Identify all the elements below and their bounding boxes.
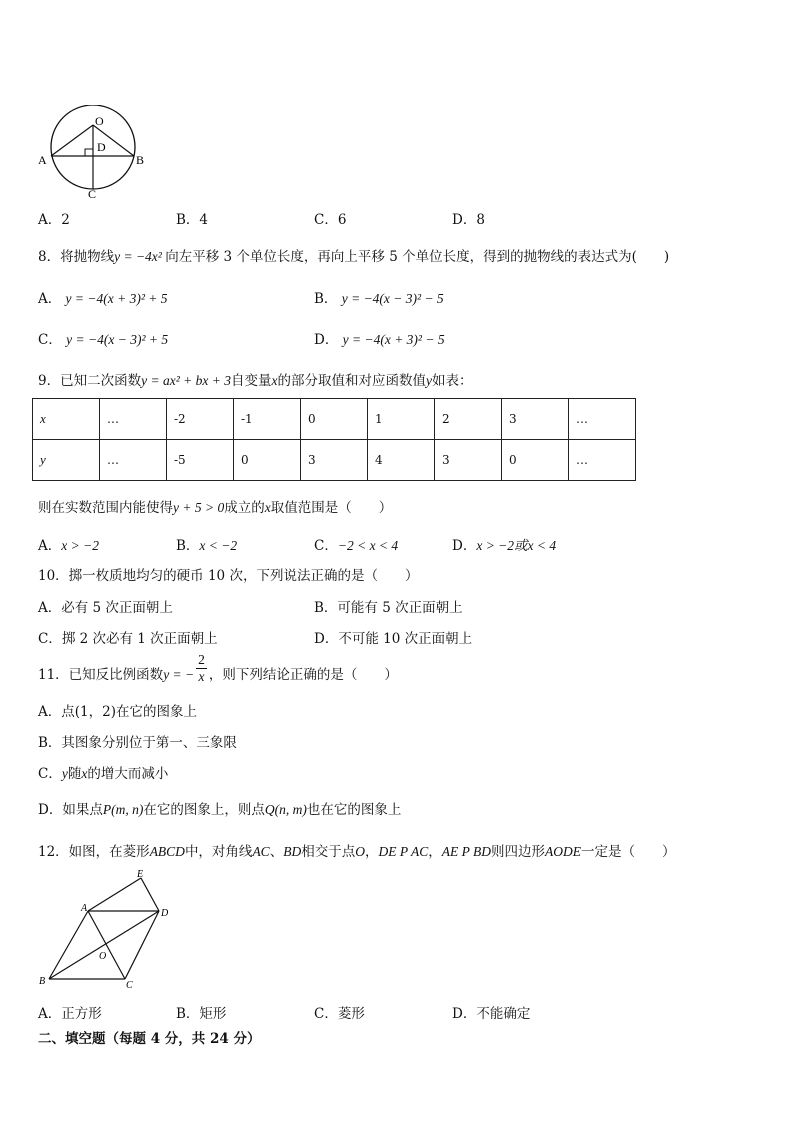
q11-stem (38, 652, 398, 692)
q12-stem-ae: AE P BD (441, 844, 491, 859)
table-cell: … (569, 399, 636, 440)
q11-stem-pre: 11．已知反比例函数 (38, 667, 164, 683)
q9-option-d (452, 534, 556, 554)
table-cell: 3 (435, 440, 502, 481)
table-cell: … (100, 440, 167, 481)
q12-option-b: B．矩形 (176, 1006, 227, 1022)
table-cell: 3 (301, 440, 368, 481)
q7-option-b: B．4 (176, 212, 209, 228)
q9-option-b (176, 534, 237, 554)
q12-stem-aode: AODE (544, 844, 581, 859)
q11-option-d-pre: D．如果点 (38, 802, 103, 818)
q8-option-a-letter: A． (38, 291, 62, 307)
q11-option-d-mid: 在它的图象上，则点 (143, 802, 265, 818)
q9-followup (38, 496, 392, 516)
table-cell: 0 (301, 399, 368, 440)
label-a: A (38, 153, 47, 167)
label-c: C (126, 980, 133, 991)
q9-option-c (314, 534, 398, 554)
table-cell: -1 (234, 399, 301, 440)
q9-option-a (38, 534, 99, 554)
table-row-x (33, 399, 636, 440)
q11-stem-post: ，则下列结论正确的是（ ） (208, 667, 398, 683)
q9-stem-x: x (271, 373, 278, 388)
table-cell: … (569, 440, 636, 481)
q9-followup-pre: 则在实数范围内能使得 (38, 500, 173, 516)
q9-option-c-formula: −2 < x < 4 (337, 538, 399, 553)
table-cell: … (100, 399, 167, 440)
q10-option-a: A．必有 5 次正面朝上 (38, 600, 173, 616)
q12-stem-de: DE P AC (378, 844, 429, 859)
q9-stem-y: y (425, 373, 432, 388)
table-cell: 0 (234, 440, 301, 481)
q8-option-a-formula: y = −4(x + 3)² + 5 (65, 291, 168, 306)
q11-option-c-mid: 随 (67, 766, 82, 782)
q8-option-c-letter: C． (38, 332, 62, 348)
q9-stem (38, 369, 472, 389)
q12-stem-pre: 12．如图，在菱形 (38, 844, 150, 860)
q11-fraction (196, 652, 207, 685)
table-cell: 2 (435, 399, 502, 440)
label-o: O (99, 951, 107, 962)
label-d: D (97, 140, 106, 154)
q12-stem-t3: 相交于点 (301, 844, 356, 860)
q11-option-a: A．点(1，2)在它的图象上 (38, 704, 197, 720)
q9-followup-post: 取值范围是（ ） (270, 500, 393, 516)
q12-option-c: C．菱形 (314, 1006, 365, 1022)
q9-option-a-letter: A． (38, 538, 62, 554)
q11-option-d-post: 也在它的图象上 (306, 802, 402, 818)
table-cell: -2 (167, 399, 234, 440)
q8-option-d-formula: y = −4(x + 3)² − 5 (342, 332, 445, 347)
q8-option-c-formula: y = −4(x − 3)² + 5 (66, 332, 169, 347)
value-table (32, 398, 636, 481)
q11-option-b: B．其图象分别位于第一、三象限 (38, 735, 237, 751)
q7-option-c: C．6 (314, 212, 347, 228)
q8-stem (38, 245, 669, 265)
q9-followup-formula: y + 5 > 0 (173, 500, 225, 515)
table-cell: y (33, 440, 100, 481)
q10-option-c: C．掷 2 次必有 1 次正面朝上 (38, 631, 218, 647)
q8-stem-post: 向左平移 3 个单位长度，再向上平移 5 个单位长度，得到的抛物线的表达式为( ) (165, 249, 670, 265)
q10-option-b: B．可能有 5 次正面朝上 (314, 600, 463, 616)
q12-stem-ac: AC (252, 844, 270, 859)
q9-followup-mid: 成立的 (224, 500, 265, 516)
q9-stem-mid2: 的部分取值和对应函数值 (277, 373, 426, 389)
q8-option-a (38, 287, 168, 307)
label-d: D (161, 908, 169, 919)
label-e: E (137, 869, 144, 880)
q9-stem-post: 如表： (431, 373, 473, 389)
q12-stem-t6: 则四边形 (490, 844, 545, 860)
q8-stem-pre: 8．将抛物线 (38, 249, 115, 265)
q8-option-b-formula: y = −4(x − 3)² − 5 (341, 291, 444, 306)
section-heading: 二、填空题（每题 4 分，共 24 分） (38, 1031, 261, 1047)
q12-stem-t1: 中，对角线 (184, 844, 253, 860)
q9-stem-mid: 自变量 (230, 373, 272, 389)
q9-stem-pre: 9．已知二次函数 (38, 373, 142, 389)
q9-option-b-letter: B． (176, 538, 200, 554)
q11-option-d (38, 798, 401, 818)
q9-option-c-letter: C． (314, 538, 338, 554)
circle-figure (30, 105, 160, 200)
table-cell: -5 (167, 440, 234, 481)
q8-stem-formula: y = −4x² (114, 249, 166, 264)
q12-stem-bd: BD (283, 844, 302, 859)
q9-option-a-formula: x > −2 (61, 538, 99, 553)
label-b: B (136, 153, 145, 167)
q7-option-a: A．2 (38, 212, 70, 228)
q9-option-d-letter: D． (452, 538, 477, 554)
label-b: B (39, 976, 46, 987)
label-a: A (81, 903, 88, 914)
rhombus-figure (30, 866, 180, 992)
table-row-y (33, 440, 636, 481)
q11-option-c (38, 762, 168, 782)
q11-frac-den: x (198, 669, 205, 684)
q12-stem-post: 一定是（ ） (580, 844, 676, 860)
table-cell: x (33, 399, 100, 440)
q12-stem-t5: ， (428, 844, 442, 860)
q11-frac-num: 2 (198, 652, 205, 667)
q8-option-d (314, 328, 445, 348)
q10-stem: 10．掷一枚质地均匀的硬币 10 次，下列说法正确的是（ ） (38, 568, 419, 584)
q11-option-d-q: Q(n, m) (264, 802, 307, 817)
q11-option-c-post: 的增大而减小 (87, 766, 169, 782)
q9-followup-x: x (264, 500, 271, 515)
q8-option-b (314, 287, 444, 307)
q11-option-c-y: y (61, 766, 68, 781)
q9-option-b-formula: x < −2 (199, 538, 238, 553)
q10-option-d: D．不可能 10 次正面朝上 (314, 631, 473, 647)
q12-stem-o: O (355, 844, 365, 859)
table-cell: 4 (368, 440, 435, 481)
q11-option-c-x: x (81, 766, 88, 781)
q12-option-d: D．不能确定 (452, 1006, 531, 1022)
q11-option-c-letter: C． (38, 766, 62, 782)
q7-option-d: D．8 (452, 212, 485, 228)
q9-stem-formula: y = ax² + bx + 3 (141, 373, 231, 388)
q12-stem-t4: ， (364, 844, 379, 860)
table-cell: 0 (502, 440, 569, 481)
label-c: C (88, 187, 97, 200)
q9-option-d-formula: x > −2或x < 4 (476, 538, 557, 553)
table-cell: 3 (502, 399, 569, 440)
q8-option-c (38, 328, 168, 348)
q12-stem-t2: 、 (269, 844, 284, 860)
table-cell: 1 (368, 399, 435, 440)
q8-option-b-letter: B． (314, 291, 338, 307)
q8-option-d-letter: D． (314, 332, 339, 348)
q11-stem-y: y = − (163, 667, 195, 682)
label-o: O (95, 114, 104, 128)
q12-stem (38, 840, 675, 860)
q12-option-a: A．正方形 (38, 1006, 102, 1022)
q12-stem-abcd: ABCD (149, 844, 185, 859)
q11-option-d-p: P(m, n) (102, 802, 144, 817)
